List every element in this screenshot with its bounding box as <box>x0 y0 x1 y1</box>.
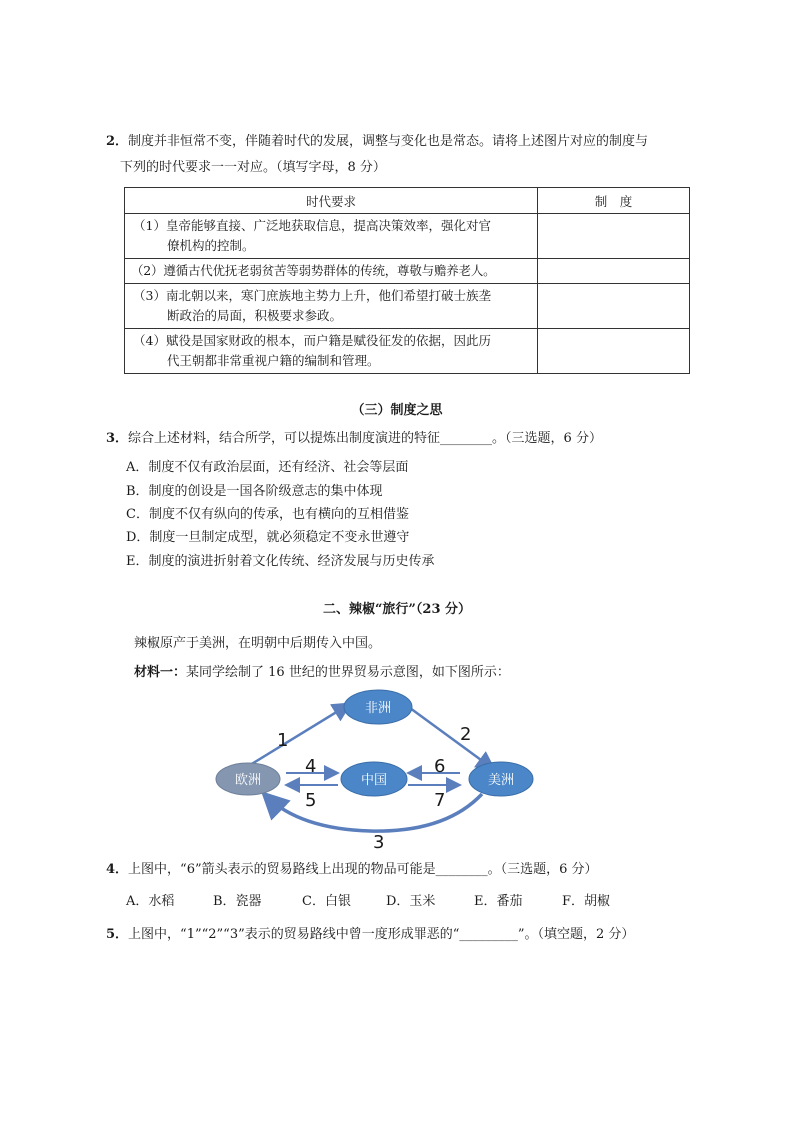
option-e: E．番茄 <box>474 894 523 909</box>
node-china-label: 中国 <box>360 773 388 788</box>
option-b: B．制度的创设是一国各阶级意志的集中体现 <box>126 484 383 499</box>
route-4-label: 4 <box>305 756 317 777</box>
header-system: 制 度 <box>538 188 690 214</box>
requirement-line2: 代王朝都非常重视户籍的编制和管理。 <box>167 353 380 368</box>
material-label: 材料一： <box>134 665 187 680</box>
requirement-line1: （1）皇帝能够直接、广泛地获取信息，提高决策效率，强化对官 <box>133 218 491 233</box>
header-requirement: 时代要求 <box>125 188 538 214</box>
requirement-cell <box>125 284 538 329</box>
part-title: 二、辣椒“旅行”（23 分） <box>322 602 472 617</box>
question-text: 上图中，“1”“2”“3”表示的贸易路线中曾一度形成罪恶的“_________”。（填空题，2 分） <box>128 927 635 942</box>
requirement-line2: 僚机构的控制。 <box>167 238 255 253</box>
question-number: 2． <box>106 134 129 149</box>
route-2-arrow <box>410 708 492 768</box>
node-africa-label: 非洲 <box>364 701 392 716</box>
requirement-cell <box>125 214 538 259</box>
option-a: A．制度不仅有政治层面，还有经济、社会等层面 <box>126 460 409 475</box>
question-text-cont: 下列的时代要求一一对应。（填写字母，8 分） <box>120 160 386 175</box>
question-number: 4． <box>106 862 129 877</box>
requirement-line2: 断政治的局面，积极要求参政。 <box>167 308 343 323</box>
requirements-table <box>124 187 690 374</box>
question-text: 综合上述材料，结合所学，可以提炼出制度演进的特征________。（三选题，6 分） <box>128 431 602 446</box>
answer-cell[interactable] <box>538 284 690 329</box>
question-4 <box>106 857 696 883</box>
option-c: C．白银 <box>302 894 351 909</box>
option-b: B．瓷器 <box>213 894 262 909</box>
route-5-label: 5 <box>305 790 317 811</box>
table-row <box>125 284 690 329</box>
table-row <box>125 259 690 284</box>
requirement-cell <box>125 329 538 374</box>
answer-cell[interactable] <box>538 214 690 259</box>
table-header-row <box>125 188 690 214</box>
intro-text: 辣椒原产于美洲，在明朝中后期传入中国。 <box>134 636 382 651</box>
route-7-label: 7 <box>434 790 446 811</box>
route-3-label: 3 <box>373 832 385 853</box>
option-d: D．制度一旦制定成型，就必须稳定不变永世遵守 <box>126 530 410 545</box>
answer-cell[interactable] <box>538 259 690 284</box>
material-1 <box>134 661 510 680</box>
section-title: （三）制度之思 <box>351 403 443 418</box>
requirement-line1: （4）赋役是国家财政的根本，而户籍是赋役征发的依据，因此历 <box>133 333 491 348</box>
route-6-label: 6 <box>434 756 446 777</box>
question-5 <box>106 922 696 948</box>
option-e: E．制度的演进折射着文化传统、经济发展与历史传承 <box>126 554 435 569</box>
requirement-line1: （3）南北朝以来，寒门庶族地主势力上升，他们希望打破士族垄 <box>133 288 491 303</box>
question-text: 上图中，“6”箭头表示的贸易路线上出现的物品可能是________。（三选题，6 分） <box>128 862 598 877</box>
route-2-label: 2 <box>460 724 472 745</box>
node-europe-label: 欧洲 <box>234 773 262 788</box>
node-america-label: 美洲 <box>487 773 515 788</box>
requirement-line1: （2）遵循古代优抚老弱贫苦等弱势群体的传统，尊敬与赡养老人。 <box>131 263 496 278</box>
option-f: F．胡椒 <box>562 894 611 909</box>
route-3-arrow <box>266 794 482 831</box>
question-number: 5． <box>106 927 129 942</box>
requirement-cell <box>125 259 538 284</box>
table-row <box>125 214 690 259</box>
answer-cell[interactable] <box>538 329 690 374</box>
question-3 <box>106 426 696 452</box>
material-text: 某同学绘制了 16 世纪的世界贸易示意图，如下图所示： <box>186 665 510 680</box>
question-number: 3． <box>106 431 129 446</box>
table-row <box>125 329 690 374</box>
route-1-label: 1 <box>277 730 289 751</box>
question-text: 制度并非恒常不变，伴随着时代的发展，调整与变化也是常态。请将上述图片对应的制度与 <box>128 134 649 149</box>
option-d: D．玉米 <box>386 894 436 909</box>
route-1-arrow <box>250 705 348 765</box>
trade-route-diagram <box>210 688 540 853</box>
question-2 <box>106 129 696 181</box>
option-a: A．水稻 <box>126 894 175 909</box>
option-c: C．制度不仅有纵向的传承，也有横向的互相借鉴 <box>126 507 409 522</box>
